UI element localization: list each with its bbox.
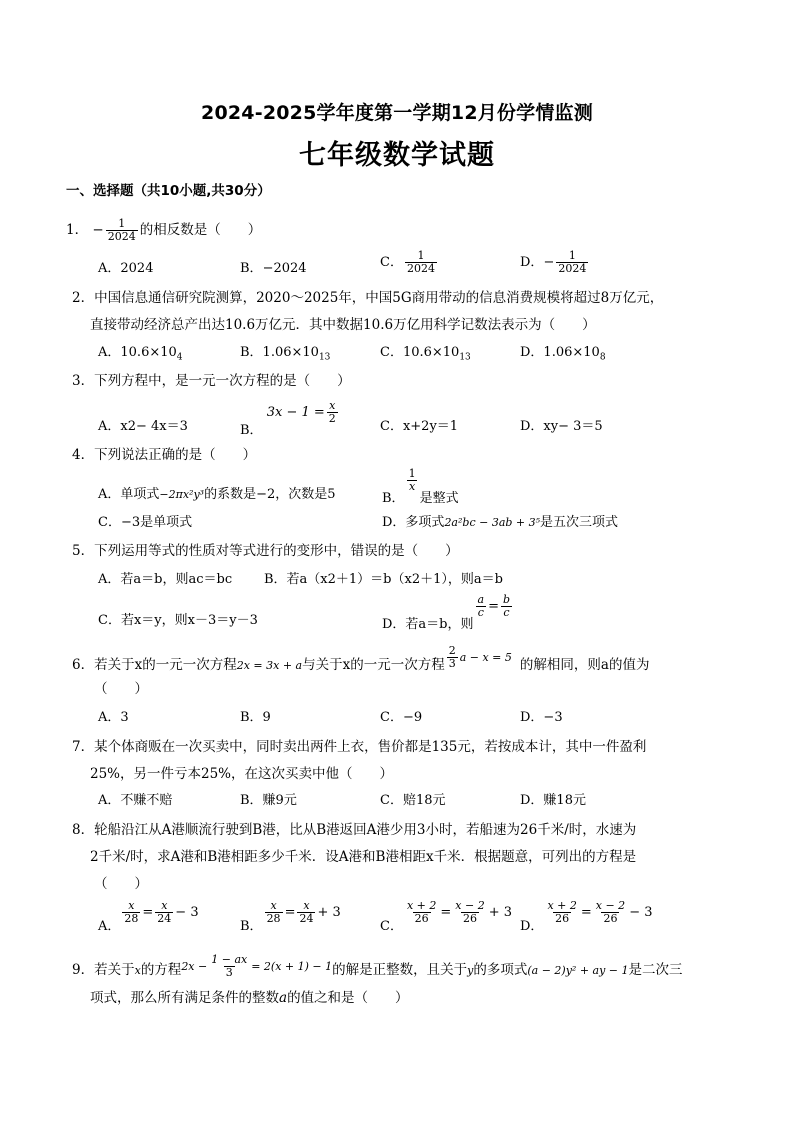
denominator: 26 xyxy=(462,912,477,925)
numerator: x xyxy=(128,899,135,912)
q7-option-d: D．赚18元 xyxy=(520,793,586,808)
numerator: x − 2 xyxy=(455,899,485,912)
denominator: 26 xyxy=(414,912,429,925)
q2-option-c xyxy=(380,344,471,367)
equation-tail: + 3 xyxy=(488,905,512,920)
q7-option-a: A．不赚不赔 xyxy=(98,793,173,808)
denominator: 3 xyxy=(225,966,233,979)
exam-title-line1: 2024-2025学年度第一学期12月份学情监测 xyxy=(201,102,593,124)
fraction xyxy=(327,400,338,425)
denominator: c xyxy=(503,606,510,619)
numerator: 1 xyxy=(417,249,425,262)
fraction xyxy=(545,900,578,925)
numerator: b xyxy=(502,593,511,606)
option-label: A． xyxy=(98,919,121,934)
section-heading: 一、选择题（共10小题,共30分） xyxy=(66,183,271,199)
option-text: 是整式 xyxy=(419,491,459,506)
q8-option-c: C． $\frac{x + 2}{26}$ = $\frac{x - 2}{26}$ + 3 xyxy=(380,899,512,934)
numerator: 1 xyxy=(408,467,416,480)
q8-option-b: B． $\frac{x}{28}$ = $\frac{x}{24}$ + 3 xyxy=(240,899,341,934)
denominator: 2 xyxy=(328,412,336,425)
option-text: A．单项式 xyxy=(98,487,160,502)
question-text: 的值之和是（ ） xyxy=(287,990,409,1006)
q8-line3: （ ） xyxy=(94,876,148,892)
fraction xyxy=(106,218,138,243)
monomial: −2πx²y³ xyxy=(159,488,205,501)
numerator: x + 2 xyxy=(547,899,577,912)
question-text: 的相反数是（ ） xyxy=(139,222,262,238)
denominator: 28 xyxy=(266,912,281,925)
denominator: 28 xyxy=(124,912,139,925)
fraction xyxy=(407,468,418,493)
numerator: x + 2 xyxy=(406,899,437,912)
fraction xyxy=(209,954,249,979)
question-text: 与关于x的一元一次方程 xyxy=(302,657,445,673)
option-text: 的系数是−2，次数是5 xyxy=(204,487,336,502)
numerator: 1 xyxy=(568,249,576,262)
option-label: B． xyxy=(382,491,405,506)
denominator: 24 xyxy=(299,912,314,925)
q3-option-d: D．xy− 3＝5 xyxy=(520,419,603,434)
option-label: D． xyxy=(520,255,544,270)
q9-line2 xyxy=(90,989,409,1007)
fraction xyxy=(447,645,458,670)
equation-tail: − 3 xyxy=(175,905,199,920)
question-text: 项式，那么所有满足条件的整数 xyxy=(90,990,279,1006)
minus-sign: − xyxy=(92,222,104,238)
fraction xyxy=(122,900,140,925)
equation: a − x = 5 xyxy=(459,651,512,664)
question-number: 1． xyxy=(66,222,89,238)
fraction xyxy=(453,900,486,925)
fraction xyxy=(594,900,627,925)
q6-option-d: D．−3 xyxy=(520,710,563,725)
q4-option-a xyxy=(98,486,336,504)
q5-option-c: C．若x＝y，则x－3＝y－3 xyxy=(98,613,258,628)
q3-text: 3．下列方程中，是一元一次方程的是（ ） xyxy=(72,373,351,389)
q6-option-a: A．3 xyxy=(98,710,129,725)
variable: y xyxy=(467,964,474,977)
exponent: 8 xyxy=(599,352,606,363)
question-text: 6．若关于x的一元一次方程 xyxy=(72,657,237,673)
variable: a xyxy=(279,990,288,1006)
q3-option-b xyxy=(240,399,340,438)
q7-line1: 7．某个体商贩在一次买卖中，同时卖出两件上衣，售价都是135元，若按成本计，其中一件盈利 xyxy=(72,739,647,755)
denominator: x xyxy=(408,480,416,493)
option-label: C． xyxy=(380,255,403,270)
equation-left: 3x − 1 = xyxy=(266,405,325,420)
numerator: x − 2 xyxy=(595,899,626,912)
fraction xyxy=(265,900,283,925)
q4-text: 4．下列说法正确的是（ ） xyxy=(72,447,257,463)
denominator: 26 xyxy=(603,912,618,925)
q7-line2: 25%，另一件亏本25%，在这次买卖中他（ ） xyxy=(90,766,394,782)
question-1 xyxy=(66,218,261,243)
denominator: 26 xyxy=(555,912,570,925)
question-text: 的方程 xyxy=(140,962,182,978)
numerator: 1 xyxy=(118,217,126,230)
question-text: 的多项式 xyxy=(473,962,528,978)
fraction xyxy=(405,250,437,275)
denominator: 3 xyxy=(448,657,456,670)
equation-tail: − 3 xyxy=(629,905,653,920)
option-text: A．10.6×10 xyxy=(98,345,177,360)
equation: = 2(x + 1) − 1 xyxy=(251,960,333,973)
polynomial: (a − 2)y² + ay − 1 xyxy=(527,964,629,977)
fraction xyxy=(501,594,512,619)
q6-option-b: B．9 xyxy=(240,710,271,725)
question-text: 的解是正整数，且关于 xyxy=(332,962,468,978)
exponent: 4 xyxy=(176,352,183,363)
fraction xyxy=(155,900,173,925)
fraction xyxy=(297,900,315,925)
equation-tail: + 3 xyxy=(317,905,341,920)
q3-option-a: A．x2− 4x＝3 xyxy=(98,419,188,434)
q2-line2: 直接带动经济总产出达10.6万亿元．其中数据10.6万亿用科学记数法表示为（ ） xyxy=(90,317,596,333)
q1-option-c xyxy=(380,250,439,275)
q7-option-c: C．赔18元 xyxy=(380,793,446,808)
option-label: B． xyxy=(240,423,263,438)
question-text: 9．若关于 xyxy=(72,962,135,978)
denominator: 2024 xyxy=(558,262,587,275)
q2-option-b xyxy=(240,344,330,367)
q8-option-a: A． $\frac{x}{28}$ = $\frac{x}{24}$ − 3 xyxy=(98,899,199,934)
q5-option-b: B．若a（x2＋1）＝b（x2＋1），则a＝b xyxy=(264,572,503,587)
q2-option-a xyxy=(98,344,183,367)
q2-option-d xyxy=(520,344,606,367)
q5-option-d xyxy=(382,593,514,632)
q2-line1: 2．中国信息通信研究院测算，2020～2025年，中国5G商用带动的信息消费规模将超过8万亿元， xyxy=(72,290,664,306)
denominator: 2024 xyxy=(107,230,136,243)
exponent: 13 xyxy=(459,352,471,363)
equation: 2x = 3x + a xyxy=(236,659,303,672)
option-text: B．1.06×10 xyxy=(240,345,319,360)
option-label: D． xyxy=(520,919,544,934)
numerator: x xyxy=(303,899,310,912)
q1-option-b xyxy=(240,260,307,278)
q4-option-b xyxy=(382,467,459,506)
question-text: 的解相同，则a的值为 xyxy=(519,657,650,673)
denominator: c xyxy=(477,606,484,619)
option-value: −2024 xyxy=(262,261,307,276)
numerator: 1 − ax xyxy=(211,953,248,966)
q1-option-a: A．2024 xyxy=(98,261,154,276)
equals-sign: = xyxy=(488,599,499,614)
q4-option-d xyxy=(382,514,618,532)
option-text: 是五次三项式 xyxy=(540,515,619,530)
minus-sign: − xyxy=(543,255,555,270)
q4-option-c: C．−3是单项式 xyxy=(98,515,193,530)
q7-option-b: B．赚9元 xyxy=(240,793,297,808)
q6-line1 xyxy=(72,644,650,678)
q8-line2: 2千米/时，求A港和B港相距多少千米．设A港和B港相距x千米．根据题意，可列出的方程是 xyxy=(90,849,637,865)
exponent: 13 xyxy=(318,352,331,363)
q6-line2: （ ） xyxy=(94,681,148,697)
q8-line1: 8．轮船沿江从A港顺流行驶到B港，比从B港返回A港少用3小时，若船速为26千米/时，水速为 xyxy=(72,822,637,838)
variable: x xyxy=(134,964,141,977)
option-text: D．1.06×10 xyxy=(520,345,600,360)
numerator: x xyxy=(329,399,336,412)
option-text: C．10.6×10 xyxy=(380,345,460,360)
fraction xyxy=(476,594,487,619)
numerator: 2 xyxy=(448,644,456,657)
denominator: 2024 xyxy=(406,262,435,275)
q6-option-c: C．−9 xyxy=(380,710,423,725)
q3-option-c: C．x+2y＝1 xyxy=(380,419,459,434)
q5-text: 5．下列运用等式的性质对等式进行的变形中，错误的是（ ） xyxy=(72,543,459,559)
q8-option-d: D． $\frac{x + 2}{26}$ = $\frac{x - 2}{26}$ − 3 xyxy=(520,899,653,934)
fraction xyxy=(405,900,438,925)
fraction xyxy=(556,250,588,275)
equation: 2x − xyxy=(181,960,208,973)
q1-option-d xyxy=(520,250,590,275)
question-text: 是二次三 xyxy=(628,962,683,978)
numerator: x xyxy=(161,899,168,912)
numerator: x xyxy=(270,899,277,912)
option-label: B． xyxy=(240,261,263,276)
polynomial: 2a²bc − 3ab + 3⁵ xyxy=(444,516,541,529)
exam-title-line2: 七年级数学试题 xyxy=(299,140,495,171)
numerator: a xyxy=(477,593,485,606)
option-label: B． xyxy=(240,919,263,934)
denominator: 24 xyxy=(157,912,172,925)
q9-line1 xyxy=(72,953,683,983)
option-label: C． xyxy=(380,919,403,934)
q5-option-a: A．若a＝b，则ac＝bc xyxy=(98,572,233,587)
option-text: D．若a＝b，则 xyxy=(382,617,474,632)
option-text: D．多项式 xyxy=(382,515,445,530)
